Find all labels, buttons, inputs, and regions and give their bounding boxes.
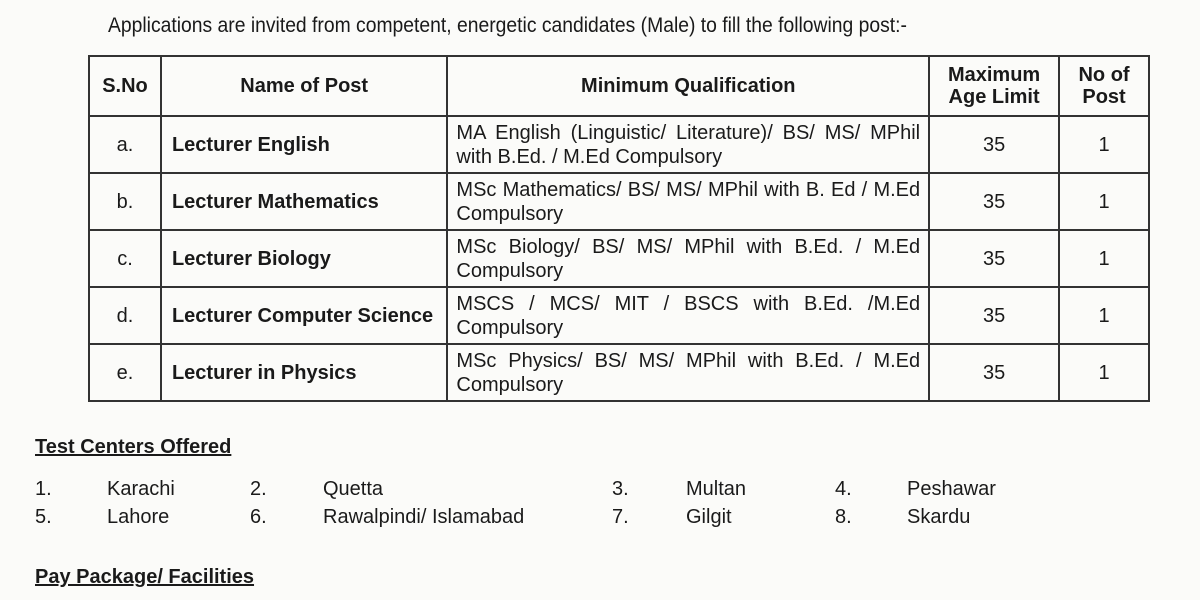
intro-text: Applications are invited from competent, energetic candidates (Male) to fill the following post:- — [108, 14, 907, 37]
table-header — [89, 56, 1149, 116]
row-age-limit: 35 — [929, 344, 1059, 401]
test-centers-heading: Test Centers Offered — [35, 436, 232, 458]
table-row — [89, 344, 1149, 401]
row-age-limit: 35 — [929, 116, 1059, 173]
center-number: 4. — [835, 478, 852, 500]
row-age-limit: 35 — [929, 230, 1059, 287]
row-post-name: Lecturer Mathematics — [161, 173, 447, 230]
center-city: Skardu — [907, 506, 971, 528]
center-city: Lahore — [107, 506, 170, 528]
row-post-count: 1 — [1059, 344, 1149, 401]
row-post-count: 1 — [1059, 116, 1149, 173]
row-post-name: Lecturer Biology — [161, 230, 447, 287]
header-qualification: Minimum Qualification — [447, 56, 929, 116]
table-row — [89, 116, 1149, 173]
row-qualification: MSc Mathematics/ BS/ MS/ MPhil with B. Ed / M.Ed Compulsory — [447, 173, 929, 230]
pay-package-heading: Pay Package/ Facilities — [35, 566, 255, 588]
center-number: 7. — [612, 506, 629, 528]
row-qualification: MA English (Linguistic/ Literature)/ BS/ MS/ MPhil with B.Ed. / M.Ed Compulsory — [447, 116, 929, 173]
center-number: 2. — [250, 478, 267, 500]
center-city: Peshawar — [907, 478, 996, 500]
row-sno: b. — [89, 173, 161, 230]
header-posts: No of Post — [1059, 56, 1149, 116]
center-city: Rawalpindi/ Islamabad — [323, 506, 525, 528]
center-number: 3. — [612, 478, 629, 500]
row-sno: c. — [89, 230, 161, 287]
row-post-count: 1 — [1059, 287, 1149, 344]
row-qualification: MSc Biology/ BS/ MS/ MPhil with B.Ed. / M.Ed Compulsory — [447, 230, 929, 287]
row-post-name: Lecturer in Physics — [161, 344, 447, 401]
center-number: 8. — [835, 506, 852, 528]
row-age-limit: 35 — [929, 287, 1059, 344]
center-number: 1. — [35, 478, 52, 500]
center-city: Karachi — [107, 478, 175, 500]
row-qualification: MSc Physics/ BS/ MS/ MPhil with B.Ed. / M.Ed Compulsory — [447, 344, 929, 401]
row-post-count: 1 — [1059, 230, 1149, 287]
center-number: 5. — [35, 506, 52, 528]
center-city: Gilgit — [686, 506, 732, 528]
header-age: Maximum Age Limit — [929, 56, 1059, 116]
row-sno: d. — [89, 287, 161, 344]
table-row — [89, 287, 1149, 344]
row-post-count: 1 — [1059, 173, 1149, 230]
header-sno: S.No — [89, 56, 161, 116]
row-sno: a. — [89, 116, 161, 173]
row-sno: e. — [89, 344, 161, 401]
center-city: Quetta — [323, 478, 384, 500]
row-post-name: Lecturer Computer Science — [161, 287, 447, 344]
table-row — [89, 230, 1149, 287]
row-post-name: Lecturer English — [161, 116, 447, 173]
center-number: 6. — [250, 506, 267, 528]
row-age-limit: 35 — [929, 173, 1059, 230]
posts-table — [88, 55, 1150, 402]
center-city: Multan — [686, 478, 747, 500]
header-post: Name of Post — [161, 56, 447, 116]
table-row — [89, 173, 1149, 230]
row-qualification: MSCS / MCS/ MIT / BSCS with B.Ed. /M.Ed Compulsory — [447, 287, 929, 344]
